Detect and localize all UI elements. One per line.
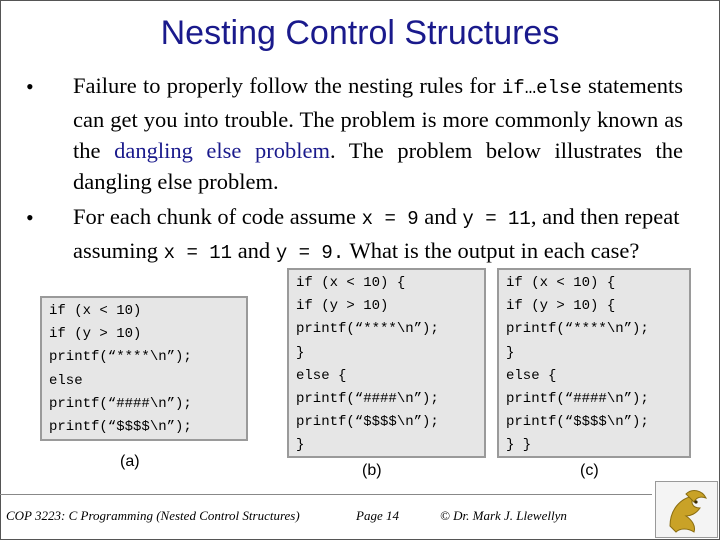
code-box-a: if (x < 10) if (y > 10) printf(“****\n”); else printf(“####\n”); printf(“$$$$\n”); [40,296,248,441]
bullet-text-1: Failure to properly follow the nesting rules for if…else statements can get you into trouble. The problem is more commonly known as the dangling else problem. The problem below illustrates the dangling else problem. [73,73,684,194]
footer-course: COP 3223: C Programming (Nested Control Structures) [6,508,300,523]
bullet-marker-1: • [26,74,34,99]
code-box-b: if (x < 10) { if (y > 10) printf(“****\n”); } else { printf(“####\n”); printf(“$$$$\n”); } [287,268,486,458]
dangling-else-highlight: dangling else problem [114,138,330,163]
bullet-marker-2: • [26,205,34,230]
slide-title: Nesting Control Structures [160,14,560,52]
bullet-text-2: For each chunk of code assume x = 9 and y = 11, and then repeat assuming x = 11 and y = 9. What is the output in each case? [73,204,680,264]
ucf-pegasus-logo [655,481,718,538]
footer-author: © Dr. Mark J. Llewellyn [440,508,567,523]
footer-page: Page 14 [356,508,399,523]
code-box-c: if (x < 10) { if (y > 10) { printf(“****\n”); } else { printf(“####\n”); printf(“$$$$\n”); } } [497,268,691,458]
caption-a: (a) [120,453,140,470]
caption-b: (b) [362,462,382,479]
caption-c: (c) [580,462,599,479]
pegasus-logo-icon [656,482,717,537]
